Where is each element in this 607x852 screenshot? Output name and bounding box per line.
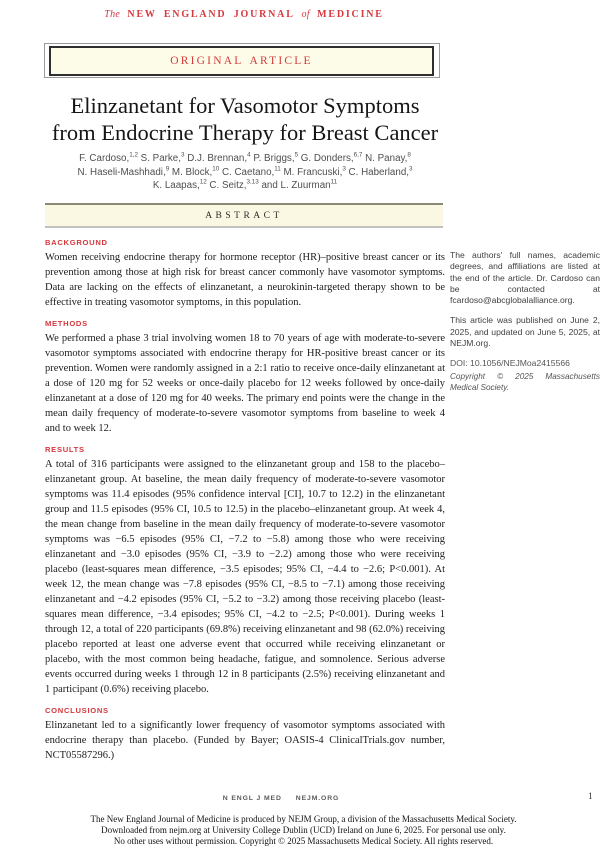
abstract-section-text: We performed a phase 3 trial involving women 18 to 70 years of age with moderate-to-severe vasomotor symptoms associated with endocrine therapy for HR-positive breast cancer or its prevention. Women were randomly assigned in a 2:1 ratio to receive once-daily elinzanetant at a dose of 120 mg for 52 weeks or once-daily placebo for 12 weeks followed by once-daily elinzanetant at a dose of 120 mg for 40 weeks. The primary end points were the change in the mean daily frequency of moderate-to-severe vasomotor symptoms from baseline to week 4 and to week 12. <box>45 333 445 434</box>
abstract-section-label: METHODS <box>45 319 88 328</box>
disclaimer-line2: Downloaded from nejm.org at University College Dublin (UCD) Ireland on June 6, 2025. For personal use only. <box>101 824 506 835</box>
disclaimer-line3: No other uses without permission. Copyright © 2025 Massachusetts Medical Society. All rights reserved. <box>113 835 494 846</box>
journal-masthead <box>45 9 443 20</box>
masthead-the: The <box>104 9 121 20</box>
article-title-line2: from Endocrine Therapy for Breast Cancer <box>51 120 439 145</box>
author-contact-note: The authors' full names, academic degrees, and affiliations are listed at the end of the article. Dr. Cardoso can be contacted at fcardoso@abcglobalalliance.org. <box>450 250 600 306</box>
page-number: 1 <box>588 792 593 802</box>
masthead-part1: NEW ENGLAND JOURNAL <box>127 9 295 20</box>
abstract-section <box>45 319 445 436</box>
article-title-line1: Elinzanetant for Vasomotor Symptoms <box>70 93 420 118</box>
download-disclaimer <box>0 814 607 846</box>
original-article-banner-inner <box>49 46 434 76</box>
running-footer-site: NEJM.ORG <box>295 795 340 802</box>
author-line: K. Laapas,$^{12}$ C. Seitz,$^{3,13}$ and L. Zuurman$^{11}$ <box>152 178 338 192</box>
masthead-part2: MEDICINE <box>317 9 384 20</box>
masthead-of: of <box>301 9 310 20</box>
author-line: N. Haseli-Mashhadi,$^9$ M. Block,$^{10}$ C. Caetano,$^{11}$ M. Francuski,$^3$ C. Haberland,$^3$ <box>77 165 413 178</box>
disclaimer-line1: The New England Journal of Medicine is produced by NEJM Group, a division of the Massachusetts Medical Society. <box>90 814 517 824</box>
running-footer <box>45 795 517 802</box>
abstract-section-text: Elinzanetant led to a significantly lower frequency of vasomotor symptoms associated with endocrine therapy than placebo. (Funded by Bayer; OASIS-4 ClinicalTrials.gov number, NCT05587296.) <box>45 720 445 761</box>
doi-line: DOI: 10.1056/NEJMoa2415566 <box>450 358 570 369</box>
abstract-section <box>45 238 445 310</box>
abstract-body <box>45 238 445 763</box>
abstract-section-label: RESULTS <box>45 445 85 454</box>
abstract-heading: ABSTRACT <box>205 210 283 221</box>
running-footer-journal: N ENGL J MED <box>222 795 282 802</box>
abstract-section-label: BACKGROUND <box>45 238 108 247</box>
article-title <box>30 92 460 146</box>
article-info-sidebar <box>450 250 600 402</box>
original-article-label: ORIGINAL ARTICLE <box>170 55 313 67</box>
abstract-section-text: A total of 316 participants were assigned to the elinzanetant group and 158 to the placebo–elinzanetant group. At baseline, the mean daily frequency of moderate-to-severe vasomotor symptoms was 11.4 episodes (95% confidence interval [CI], 10.7 to 12.2) in the elinzanetant group and 11.5 episodes (95% CI, 10.5 to 12.5) in the placebo–elinzanetant group. At week 4, the mean change from baseline in the mean daily frequency of moderate-to-severe vasomotor symptoms was −6.5 episodes (95% CI, −7.2 to −5.8) among those who were receiving elinzanetant and −3.0 episodes (95% CI, −3.9 to −2.2) among those who were receiving placebo (least-squares mean difference, −3.5 episodes; 95% CI, −4.4 to −2.6; P<0.001). At week 12, the mean change was −7.8 episodes (95% CI, −8.5 to −7.1) among those receiving elinzanetant and −4.2 episodes (95% CI, −5.2 to −3.2) among those receiving placebo (least-squares mean difference, −3.4 episodes; 95% CI, −4.2 to −2.5; P<0.001). During weeks 1 through 12, a total of 220 participants (69.8%) receiving elinzanetant and 98 (62.0%) receiving placebo reported at least one adverse event that occurred while receiving elinzanetant or placebo, with the most common being headache, fatigue, and somnolence. Serious adverse events occurred during weeks 1 through 12 in 8 participants (2.5%) receiving elinzanetant and 1 participant (0.6%) receiving placebo. <box>45 459 445 695</box>
abstract-section <box>45 706 445 763</box>
abstract-section-label: CONCLUSIONS <box>45 706 109 715</box>
abstract-section <box>45 445 445 697</box>
original-article-banner <box>44 43 440 78</box>
publication-note: This article was published on June 2, 2025, and updated on June 5, 2025, at NEJM.org. <box>450 315 600 349</box>
abstract-heading-band <box>45 203 443 228</box>
copyright-line: Copyright © 2025 Massachusetts Medical Society. <box>450 371 600 392</box>
author-list <box>30 152 460 193</box>
author-line: F. Cardoso,$^{1,2}$ S. Parke,$^3$ D.J. Brennan,$^4$ P. Briggs,$^5$ G. Donders,$^{6,7}$ N. Panay,$^8$ <box>79 151 411 164</box>
abstract-section-text: Women receiving endocrine therapy for hormone receptor (HR)–positive breast cancer or its prevention among those at high risk for breast cancer commonly have vasomotor symptoms. Data are lacking on the effects of elinzanetant, a neurokinin-targeted therapy shown to be effective in treating vasomotor symptoms, in this population. <box>45 252 445 308</box>
